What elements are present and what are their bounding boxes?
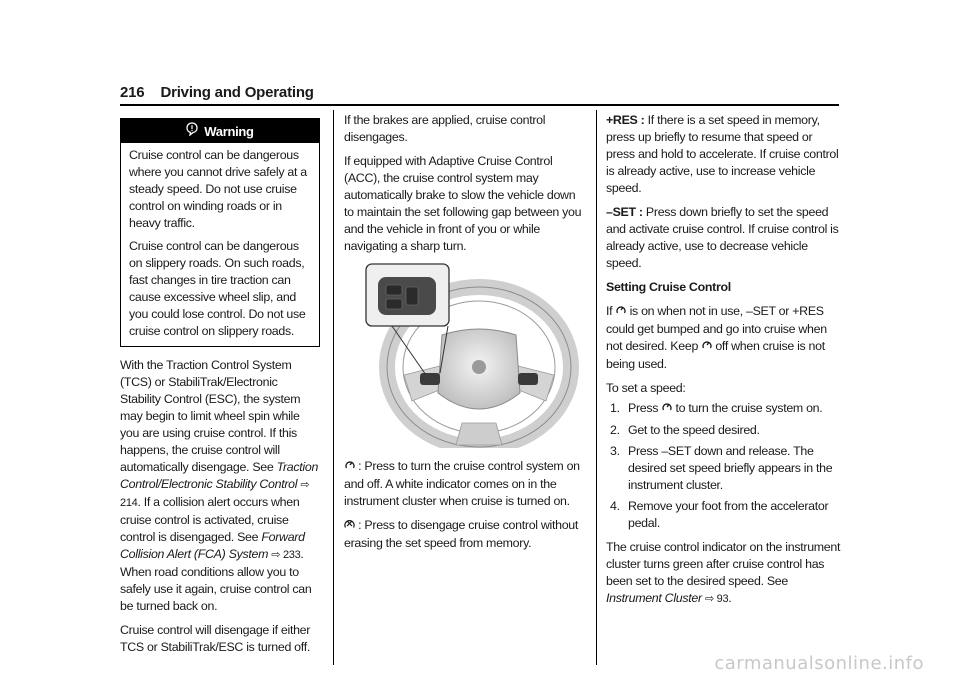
list-item: 1. Press to turn the cruise system on. <box>606 400 842 418</box>
warning-icon <box>186 119 198 143</box>
cruise-icon <box>615 304 626 321</box>
warning-header <box>121 119 319 143</box>
page-ref-233[interactable]: ⇨ 233 <box>271 549 301 561</box>
to-set-label: To set a speed: <box>606 381 686 395</box>
page-ref-214[interactable]: ⇨ 214 <box>120 479 310 509</box>
acc-paragraph: If equipped with Adaptive Cruise Control (ACC), the cruise control system may automatically brake to slow the vehicle down to maintain the set following gap between you and the vehicle in front of you or while navigating a sharp turn. <box>344 154 582 253</box>
setting-heading: Setting Cruise Control <box>606 280 731 294</box>
cruise-icon <box>661 401 672 418</box>
list-item: 3. Press –SET down and release. The desired set speed briefly appears in the instrument cluster. <box>610 444 833 492</box>
tcs-paragraph: With the Traction Control System (TCS) or StabiliTrak/Electronic Stability Control (ESC), the system may begin to limit wheel spin while you are using cruise control. If this happens, the cruise control will automatically disengage. See Traction Control/Electronic Stability Control ⇨ 214. If a collision alert occurs when cruise control is activated, cruise control is disengaged. See Forward Collision Alert (FCA) System ⇨ 233. When road conditions allow you to safely use it again, cruise control can be turned back on. <box>120 358 319 613</box>
disengage-paragraph: Cruise control will disengage if either TCS or StabiliTrak/ESC is turned off. <box>120 623 311 654</box>
cruise-button-desc: : Press to turn the cruise control system on and off. A white indicator comes on in the instrument cluster when cruise is turned on. <box>344 459 580 508</box>
warning-box <box>120 118 320 347</box>
list-item: 4. Remove your foot from the accelerator pedal. <box>610 499 829 530</box>
warning-paragraph-2: Cruise control can be dangerous on slippery roads. On such roads, fast changes in tire traction can cause excessive wheel slip, and you could lose control. Do not use cruise control on slippery roads. <box>129 239 306 338</box>
cruise-icon <box>344 459 355 476</box>
header-rule <box>120 104 839 106</box>
steering-wheel-illustration <box>344 263 584 448</box>
res-label: +RES : <box>606 113 645 127</box>
column-3 <box>606 112 842 615</box>
page-number: 216 <box>120 84 145 101</box>
set-label: –SET : <box>606 205 643 219</box>
res-paragraph: +RES : If there is a set speed in memory, press up briefly to resume that speed or press and hold to accelerate. If cruise control is already active, use to increase vehicle speed. <box>606 113 839 195</box>
indicator-paragraph: The cruise control indicator on the instrument cluster turns green after cruise control has been set to the desired speed. See Instrument Cluster ⇨ 93. <box>606 540 841 605</box>
column-divider-2 <box>596 110 597 665</box>
column-divider-1 <box>333 110 334 665</box>
warning-paragraph-1: Cruise control can be dangerous where you cannot drive safely at a steady speed. Do not use cruise control on winding roads or in heavy traffic. <box>129 148 307 230</box>
cruise-icon <box>701 339 712 356</box>
watermark: carmanualsonline.info <box>714 653 924 674</box>
warning-title: Warning <box>204 124 254 139</box>
column-1 <box>120 110 320 663</box>
link-fca-system[interactable]: Forward Collision Alert (FCA) System <box>120 530 305 561</box>
cancel-icon <box>344 518 355 535</box>
list-item: 2. Get to the speed desired. <box>610 423 760 437</box>
set-paragraph: –SET : Press down briefly to set the speed and activate cruise control. If cruise control is already active, use to decrease vehicle speed. <box>606 205 839 270</box>
cancel-button-desc: : Press to disengage cruise control without erasing the set speed from memory. <box>344 518 579 550</box>
link-instrument-cluster[interactable]: Instrument Cluster <box>606 591 702 605</box>
if-on-paragraph: If is on when not in use, –SET or +RES could get bumped and go into cruise when not desired. Keep off when cruise is not being used. <box>606 304 827 371</box>
steps-list <box>606 400 842 532</box>
column-2 <box>344 112 584 559</box>
link-traction-control[interactable]: Traction Control/Electronic Stability Control <box>120 460 319 491</box>
brakes-paragraph: If the brakes are applied, cruise control disengages. <box>344 113 546 144</box>
page-ref-93[interactable]: ⇨ 93 <box>704 593 729 605</box>
section-title: Driving and Operating <box>160 84 314 101</box>
page-header <box>120 84 314 101</box>
